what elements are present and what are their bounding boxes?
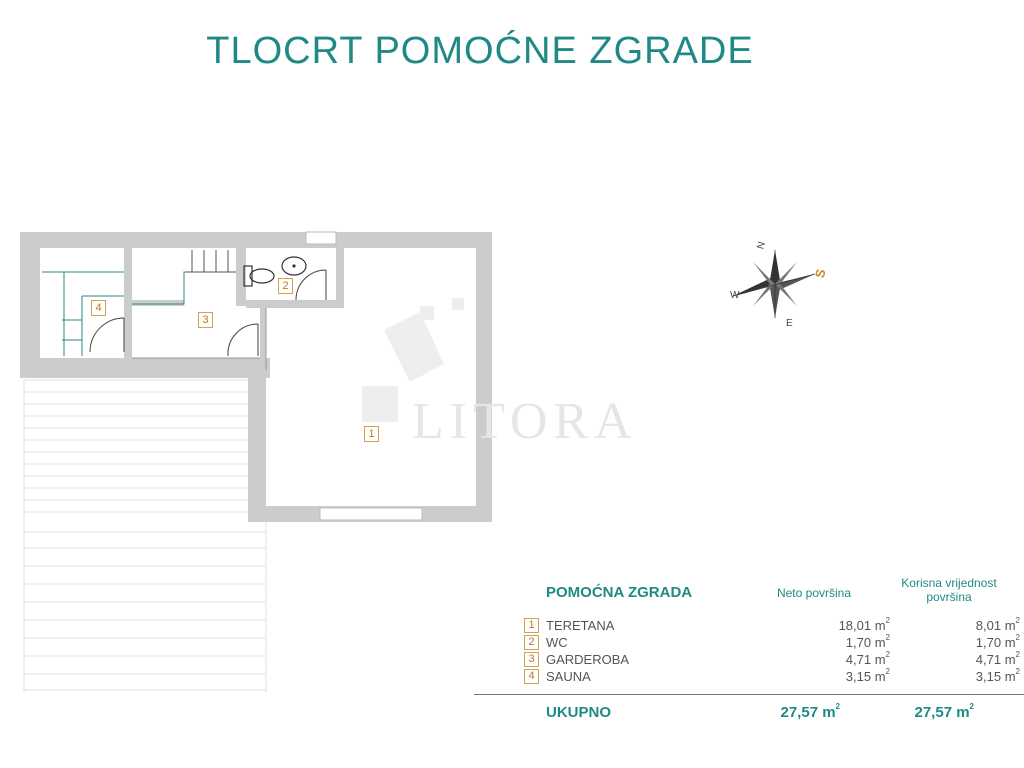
room-label-1: 1 [364, 426, 379, 442]
wc-fixtures [244, 257, 306, 286]
total-label: UKUPNO [546, 704, 612, 721]
table-row [524, 618, 1024, 634]
row-neto: 18,01 $m^2$ [838, 616, 890, 633]
row-neto: 4,71 $m^2$ [845, 650, 890, 667]
compass-south-label: S [811, 267, 829, 280]
total-neto: 27,57 $m^2$ [780, 702, 840, 721]
row-neto: 1,70 $m^2$ [845, 633, 890, 650]
compass-east-label: E [786, 318, 793, 329]
compass-rose-icon [733, 250, 815, 318]
row-number: 3 [524, 652, 539, 667]
row-korisna: 8,01 $m^2$ [975, 616, 1020, 633]
table-divider [474, 694, 1024, 695]
table-row [524, 635, 1024, 651]
table-heading: POMOĆNA ZGRADA [546, 584, 693, 601]
row-korisna: 4,71 $m^2$ [975, 650, 1020, 667]
row-korisna: 1,70 $m^2$ [975, 633, 1020, 650]
col-korisna-header [884, 576, 1014, 604]
row-korisna: 3,15 $m^2$ [975, 667, 1020, 684]
row-name: GARDEROBA [546, 652, 630, 667]
table-row [524, 669, 1024, 685]
windows [306, 232, 422, 520]
row-number: 2 [524, 635, 539, 650]
row-number: 1 [524, 618, 539, 633]
row-name: SAUNA [546, 669, 591, 684]
walls [20, 232, 492, 522]
room-label-3: 3 [198, 312, 213, 328]
col-korisna-header-line1: Korisna vrijednost [901, 576, 997, 590]
terrace-deck [24, 380, 266, 692]
shelf-lines [186, 250, 236, 272]
row-name: TERETANA [546, 618, 615, 633]
compass-north-label: N [755, 240, 768, 251]
table-row [524, 652, 1024, 668]
col-korisna-header-line2: površina [926, 590, 972, 604]
row-number: 4 [524, 669, 539, 684]
total-korisna: 27,57 $m^2$ [914, 702, 974, 721]
row-neto: 3,15 $m^2$ [845, 667, 890, 684]
row-name: WC [546, 635, 568, 650]
compass-west-label: W [730, 290, 740, 301]
room-label-2: 2 [278, 278, 293, 294]
room-label-4: 4 [91, 300, 106, 316]
watermark-text: LITORA [412, 393, 638, 450]
col-neto-header: Neto površina [776, 586, 852, 600]
page-title: TLOCRT POMOĆNE ZGRADE [206, 30, 754, 72]
